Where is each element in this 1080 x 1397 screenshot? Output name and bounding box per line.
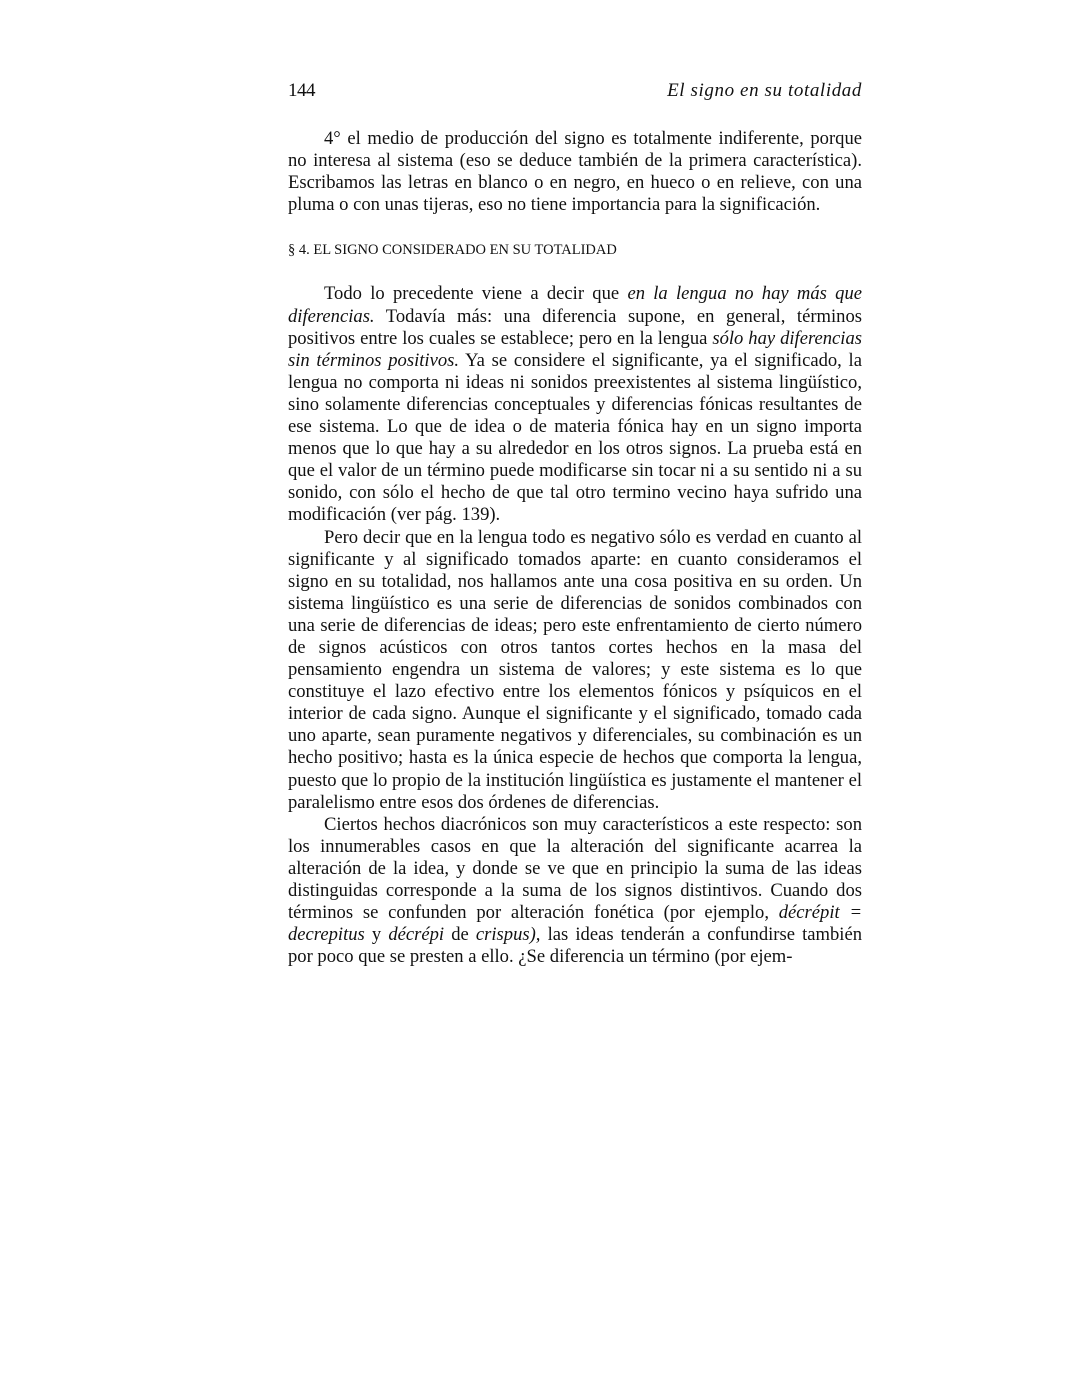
running-title: El signo en su totalidad xyxy=(667,80,862,101)
page-body xyxy=(288,128,862,968)
text-run: Todavía más: una diferencia supone, en general, términos positivos entre los cuales se establece; pero en la lengua xyxy=(288,305,862,349)
text-run: Ya se considere el significante, ya el significado, la lengua no comporta ni ideas ni sonidos preexistentes al sistema lingüístico, sino solamente diferencias conceptuales y diferencias fónicas resultantes de ese sistema. Lo que de idea o de materia fónica hay en un signo importa menos que lo que hay a su alrededor en los otros signos. La prueba está en que el valor de un término puede modificarse sin tocar ni a su sentido ni a su sonido, con sólo el hecho de que tal otro termino vecino haya sufrido una modificación (ver pág. 139). xyxy=(288,349,862,526)
emphasis-text: décrépi xyxy=(388,924,445,946)
paragraph-4 xyxy=(288,814,862,969)
text-run: y xyxy=(364,924,389,946)
paragraph-1: 4° el medio de producción del signo es totalmente indiferente, porque no interesa al sistema (eso se deduce también de la primera característica). Escribamos las letras en blanco o en negro, en hueco o en relieve, con una pluma o con unas tijeras, eso no tiene importancia para la significación. xyxy=(288,128,862,216)
book-page xyxy=(288,80,862,968)
text-run: de xyxy=(444,924,476,946)
emphasis-text: crispus), xyxy=(475,924,541,946)
section-heading: § 4. EL SIGNO CONSIDERADO EN SU TOTALIDAD xyxy=(288,242,617,259)
page-header xyxy=(288,80,862,106)
emphasis-text: en la lengua no hay más que diferencias. xyxy=(288,283,862,327)
text-run: Ciertos hechos diacrónicos son muy característicos a este respecto: son los innumerables casos en que la alteración del significante acarrea la alteración de la idea, y donde se ve que en principio la suma de las ideas distinguidas corresponde a la suma de los signos distintivos. Cuando dos términos se confunden por alteración fonética (por ejemplo, xyxy=(288,813,862,924)
text-run: Todo lo precedente viene a decir que xyxy=(324,283,628,305)
paragraph-2 xyxy=(288,283,862,526)
emphasis-text: décrépit = decrepitus xyxy=(288,902,862,946)
page-number: 144 xyxy=(288,80,315,101)
text-run: las ideas tenderán a confundirse también por poco que se presten a ello. ¿Se diferencia un término (por ejem- xyxy=(288,924,862,968)
emphasis-text: sólo hay diferencias sin términos positivos. xyxy=(288,327,862,371)
paragraph-3: Pero decir que en la lengua todo es negativo sólo es verdad en cuanto al significante y al significado tomados aparte: en cuanto consideramos el signo en su totalidad, nos hallamos ante una cosa positiva en su orden. Un sistema lingüístico es una serie de diferencias de sonidos combinados con una serie de diferencias de ideas; pero este enfrentamiento de cierto número de signos acústicos con otros tantos cortes hechos en la masa del pensamiento engendra un sistema de valores; y este sistema es lo que constituye el lazo efectivo entre los elementos fónicos y psíquicos en el interior de cada signo. Aunque el significante y el significado, tomado cada uno aparte, sean puramente negativos y diferenciales, su combinación es un hecho positivo; hasta es la única especie de hechos que comporta la lengua, puesto que lo propio de la institución lingüística es justamente el mantener el paralelismo entre esos dos órdenes de diferencias. xyxy=(288,526,862,813)
